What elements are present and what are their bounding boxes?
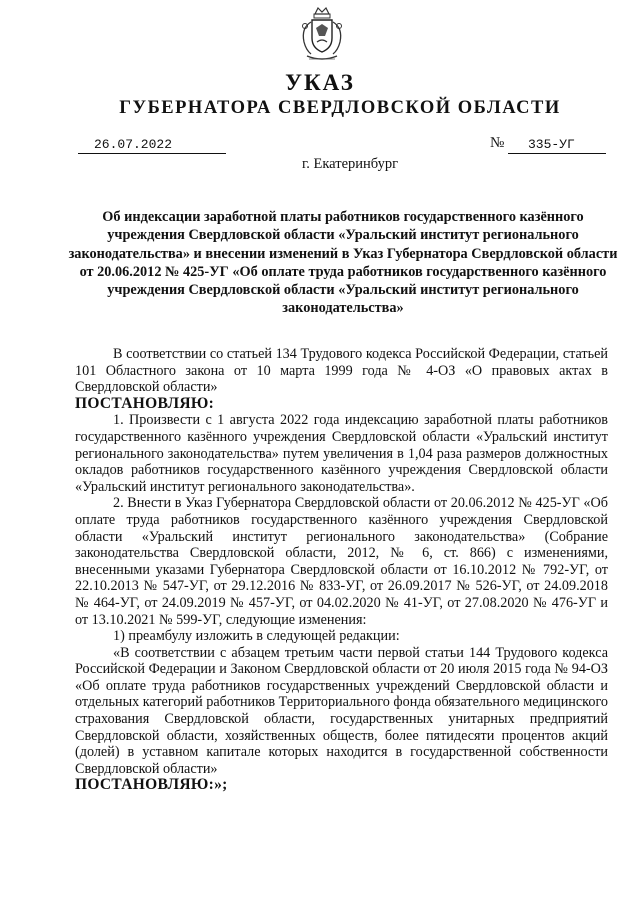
decree-heading: УКАЗ [285, 70, 355, 95]
preamble-quote: «В соответствии с абзацем третьим части первой статьи 144 Трудового кодекса Российской Федерации и Законом Свердловской области от 20 июля 2015 года № 94-ОЗ «Об оплате труда работников государственных учреждений Свердловской области и отдельных категорий работников Территориального фонда обязательного медицинского страхования Свердловской области, государственных унитарных предприятий Свердловской области, хозяйственных обществ, более пятидесяти процентов акций (долей) в уставном капитале которых находится в государственной собственности Свердловской области» [75, 644, 609, 777]
decree-date: 26.07.2022 [78, 136, 226, 154]
item-2-paragraph: 2. Внести в Указ Губернатора Свердловской области от 20.06.2012 № 425-УГ «Об оплате труда работников государственного казённого учреждения Свердловской области «Уральский институт регионального законодательства» (Собрание законодательства Свердловской области, 2012, № 6, ст. 866) с изменениями, внесенными указами Губернатора Свердловской области от 16.10.2012 № 792-УГ, от 22.10.2013 № 547-УГ, от 29.12.2016 № 833-УГ, от 26.09.2017 № 526-УГ, от 24.09.2018 № 464-УГ, от 24.09.2019 № 457-УГ, от 04.02.2020 № 41-УГ, от 27.08.2020 № 476-УГ и от 13.10.2021 № 599-УГ, следующие изменения: [75, 495, 608, 628]
document-title: Об индексации заработной платы работников государственного казённого учреждения Свердловской области «Уральский институт регионального законодательства» и внесении изменений в Указ Губернатора Свердловской области от 20.06.2012 № 425-УГ «Об оплате труда работников государственного казённого учреждения Свердловской области «Уральский институт регионального законодательства» [68, 209, 618, 317]
item-1-paragraph: 1. Произвести с 1 августа 2022 года индексацию заработной платы работников государственного казённого учреждения Свердловской области «Уральский институт регионального законодательства» путем увеличения в 1,04 раза размеров должностных окладов работников государственного казённого учреждения Свердловской области «Уральский институт регионального законодательства». [75, 412, 608, 495]
decree-number: 335-УГ [508, 136, 606, 154]
city-line: г. Екатеринбург [301, 156, 399, 172]
document-body [75, 346, 608, 794]
coat-of-arms-emblem [299, 6, 345, 64]
resolve-closing: ПОСТАНОВЛЯЮ:»; [75, 776, 228, 794]
intro-paragraph: В соответствии со статьей 134 Трудового кодекса Российской Федерации, статьей 101 Областного закона от 10 марта 1999 года № 4-ОЗ «О правовых актах в Свердловской области» [75, 346, 608, 396]
resolve-heading: ПОСТАНОВЛЯЮ: [75, 394, 215, 412]
number-label: № [490, 135, 505, 151]
issuer-heading: ГУБЕРНАТОРА СВЕРДЛОВСКОЙ ОБЛАСТИ [119, 98, 561, 118]
subitem-1-paragraph: 1) преамбулу изложить в следующей редакции: [113, 628, 400, 645]
